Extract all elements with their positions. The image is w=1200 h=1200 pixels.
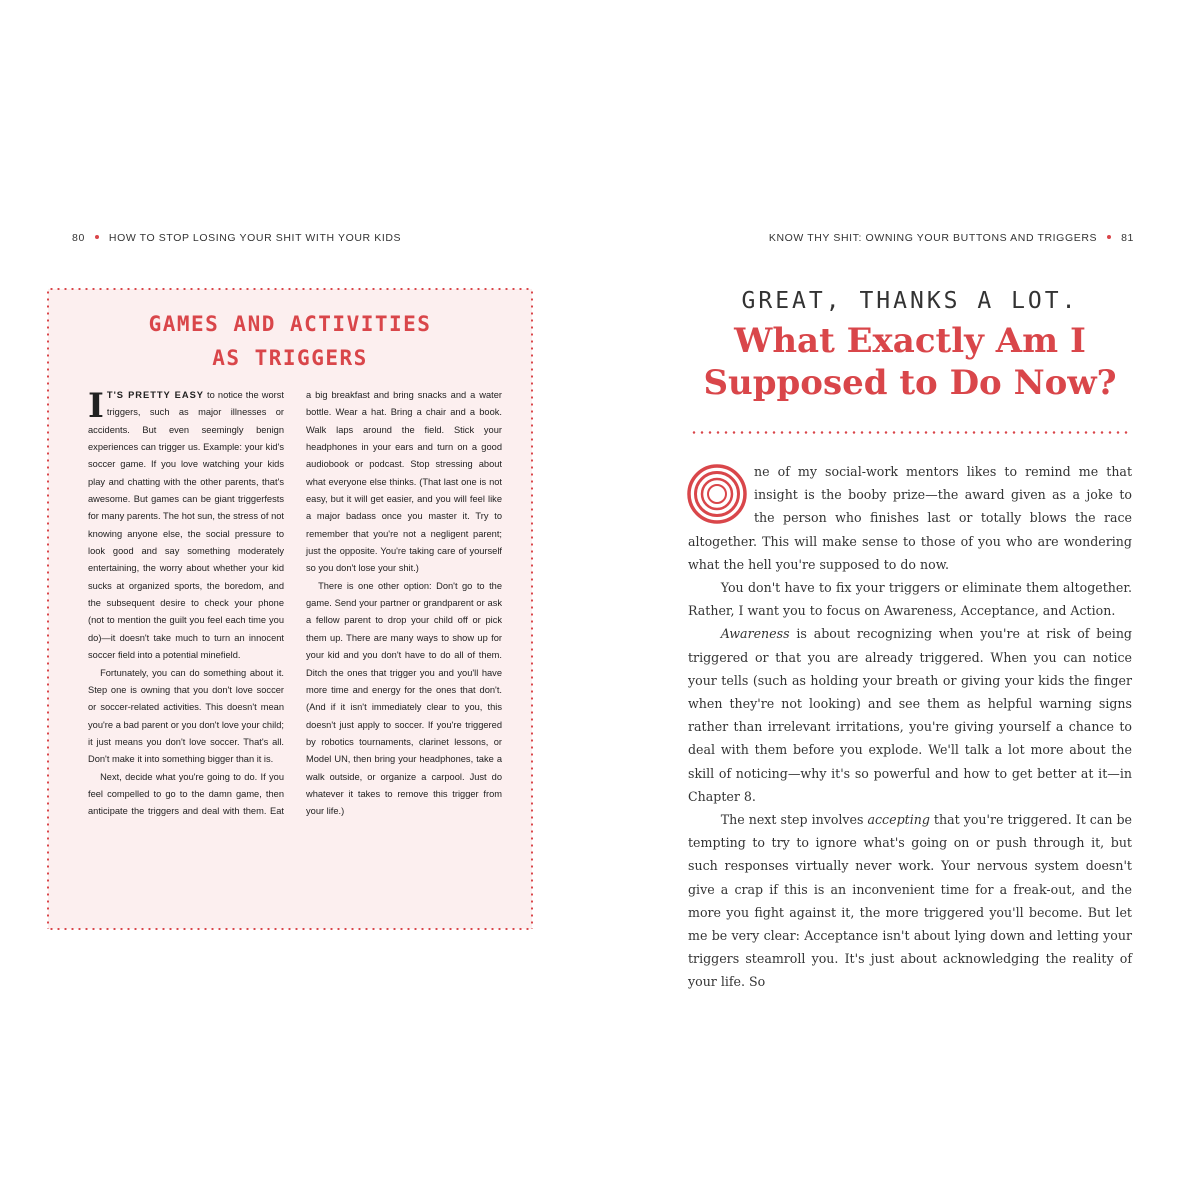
sidebar-paragraph-4: There is one other option: Don't go to the game. Send your partner or grandparent or ask a fellow parent to drop your child off or pick them up. There are many ways to show up for your kid and you don't have to do all of them. Ditch the ones that trigger you and you'll have more time and energy for the ones that don't. (And if it isn't immediately clear to you, this doesn't just apply to soccer. If you're triggered by robotics tournaments, clarinet lessons, or Model UN, then bring your headphones, take a walk outside, or organize a carpool. Just do whatever it takes to remove this trigger from your life.) bbox=[306, 580, 502, 817]
body-text bbox=[688, 460, 1132, 994]
body-paragraph-1-text: ne of my social-work mentors likes to remind me that insight is the booby prize—the award given as a joke to the person who finishes last or totally blows the race altogether. This will make sense to those of you who are wondering what the hell you're supposed to do now. bbox=[688, 464, 1132, 572]
sidebar-paragraph-2: Fortunately, you can do something about it. Step one is owning that you don't love soccer or soccer-related activities. This doesn't mean you're a bad parent or you don't love your child; it just means you don't love soccer. That's all. Don't make it into something bigger than it is. bbox=[88, 667, 284, 765]
sidebar-title-line2: AS TRIGGERS bbox=[212, 346, 368, 370]
red-dot-icon bbox=[95, 235, 99, 239]
running-head-left-text: HOW TO STOP LOSING YOUR SHIT WITH YOUR KIDS bbox=[108, 232, 402, 244]
dotted-border-right bbox=[531, 289, 533, 929]
running-head-left bbox=[72, 232, 401, 244]
dotted-border-top bbox=[48, 288, 532, 290]
body-paragraph-4-start: The next step involves bbox=[720, 812, 868, 828]
body-paragraph-4 bbox=[688, 808, 1132, 994]
section-title-line2: Supposed to Do Now? bbox=[703, 363, 1117, 403]
sidebar-leadin: T'S PRETTY EASY bbox=[106, 390, 204, 400]
section-title bbox=[688, 320, 1132, 404]
section-title-line1: What Exactly Am I bbox=[734, 321, 1086, 361]
dotted-border-bottom bbox=[48, 928, 532, 930]
sidebar-title bbox=[48, 307, 532, 375]
sidebar-paragraph-1 bbox=[88, 387, 284, 665]
awareness-term: Awareness bbox=[720, 626, 790, 642]
running-head-right bbox=[769, 232, 1134, 244]
section-kicker: GREAT, THANKS A LOT. bbox=[741, 288, 1079, 314]
sidebar-dropcap: I bbox=[88, 386, 104, 426]
dropcap-space bbox=[688, 460, 754, 528]
body-paragraph-2: You don't have to fix your triggers or eliminate them altogether. Rather, I want you to focus on Awareness, Acceptance, and Action. bbox=[688, 580, 1132, 619]
dotted-border-left bbox=[47, 289, 49, 929]
page-number-left: 80 bbox=[72, 232, 85, 244]
dotted-rule bbox=[690, 431, 1130, 434]
body-paragraph-3-text: is about recognizing when you're at risk of being triggered or that you are already triggered. When you can notice your tells (such as holding your breath or giving your kids the finger when they're not looking) and see them as helpful warning signs rather than irrelevant irritations, you're giving yourself a chance to deal with them before you explode. We'll talk a lot more about the skill of noticing—why it's so powerful and how to get better at it—in Chapter 8. bbox=[688, 626, 1132, 804]
body-paragraph-1 bbox=[688, 460, 1132, 576]
page-number-right: 81 bbox=[1121, 232, 1134, 244]
body-paragraph-4-text: that you're triggered. It can be tempting to try to ignore what's going on or push through it, but such responses virtually never work. Your nervous system doesn't give a crap if this is an inconvenient time for a freak-out, and the more you fight against it, the more triggered you'll become. But let me be very clear: Acceptance isn't about lying down and letting your triggers steamroll you. It's just about acknowledging the reality of your life. So bbox=[688, 812, 1133, 990]
sidebar-title-line1: GAMES AND ACTIVITIES bbox=[148, 312, 432, 336]
running-head-right-text: KNOW THY SHIT: OWNING YOUR BUTTONS AND TRIGGERS bbox=[768, 232, 1098, 244]
accepting-term: accepting bbox=[867, 812, 930, 828]
body-paragraph-3 bbox=[688, 622, 1132, 808]
red-dot-icon bbox=[1107, 235, 1111, 239]
sidebar-paragraph-1-text: to notice the worst triggers, such as major illnesses or accidents. But even seemingly benign experiences can trigger us. Example: your kid's soccer game. If you love watching your kids play and chatting with the other parents, that's awesome. But games can be giant triggerfests for many parents. The hot sun, the stress of not knowing anyone else, the social pressure to look good and say something moderately entertaining, the worry about whether your kid sucks at organized sports, the boredom, and the subsequent desire to check your phone (not to mention the guilt you feel each time you do)—it doesn't take much to turn an innocent soccer field into a potential minefield. bbox=[88, 390, 284, 661]
sidebar-paragraph-3: Next, decide what you're going to do. If you feel compelled to go to the damn game, then anticipate the triggers and deal with them. Eat a big breakfast and bring snacks and a water bottle. Wear a hat. Bring a chair and a book. Walk laps around the field. Stick your headphones in your ears and turn on a good audiobook or podcast. Stop stressing about what everyone else thinks. (That last one is not easy, but it will get easier, and you will feel like a major badass once you master it. Try to remember that you're not a negligent parent; just the opposite. You're taking care of yourself so you don't lose your shit.) bbox=[88, 390, 502, 817]
sidebar-body bbox=[88, 387, 502, 821]
sidebar-box bbox=[48, 289, 532, 929]
